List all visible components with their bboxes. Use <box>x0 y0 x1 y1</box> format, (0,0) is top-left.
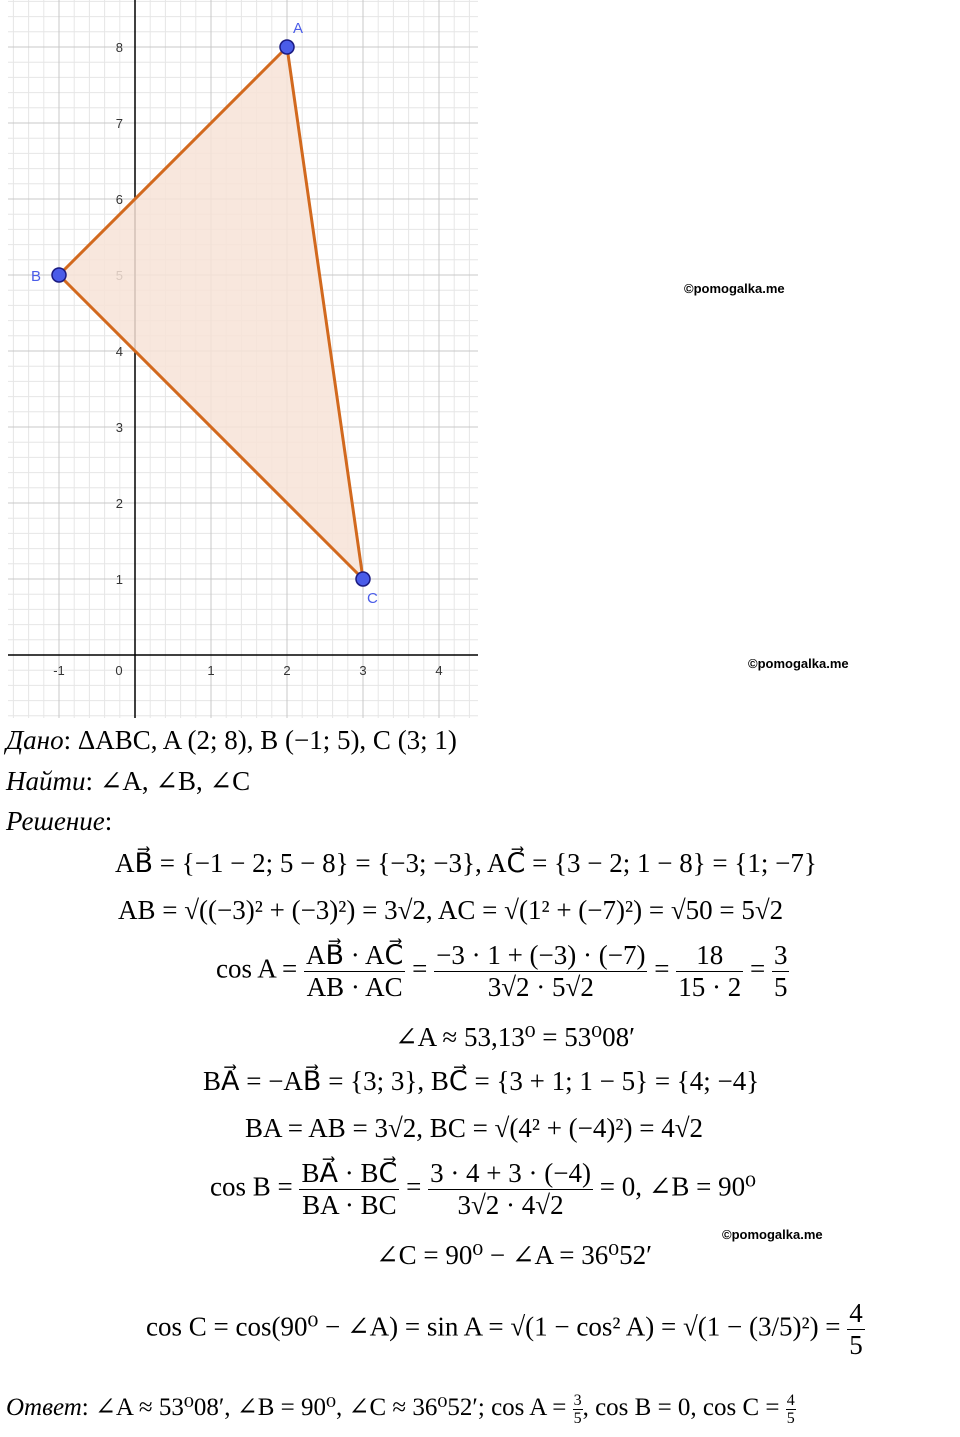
y-tick-label: 4 <box>115 344 123 359</box>
cos-a-fraction-4 <box>772 940 790 1003</box>
cos-a-line: cos A = $\frac{AB⃗ \cdot AC⃗}{AB \cdot AC}$ = $\frac{-3 \cdot 1 + (-3) \cdot (-7)}{3√2 \cdot 5√2}$ = $\frac{18}{15 \cdot 2}$ = $\frac{3}{5}$ <box>216 940 788 1002</box>
answer-text-2: , cos B = 0, cos C = <box>582 1394 780 1422</box>
x-tick-label: 4 <box>435 663 443 678</box>
find-line <box>6 766 250 797</box>
denominator: AB · AC <box>306 972 403 1002</box>
cos-b-fraction-1 <box>299 1158 399 1221</box>
y-tick-label: 1 <box>115 572 123 587</box>
x-tick-label: 0 <box>115 663 123 678</box>
vector-ba-bc-line: BA⃗ = −AB⃗ = {3; 3}, BC⃗ = {3 + 1; 1 − 5} = {4; −4} <box>203 1066 760 1096</box>
denominator: 5 <box>849 1330 863 1360</box>
cos-c-expression: cos C = cos(90⁰ − ∠A) = sin A = √(1 − cos² A) = √(1 − (3/5)²) = <box>146 1311 841 1342</box>
solution-label: Решение <box>6 806 105 836</box>
y-tick-label: 8 <box>115 40 123 55</box>
length-ab-ac-line: AB = √((−3)² + (−3)²) = 3√2, AC = √(1² + (−7)²) = √50 = 5√2 <box>118 895 784 925</box>
given-label: Дано <box>6 725 64 755</box>
watermark: ©pomogalka.me <box>684 281 785 296</box>
numerator: 3 · 4 + 3 · (−4) <box>430 1158 591 1188</box>
numerator: BA⃗ · BC⃗ <box>301 1158 398 1188</box>
cos-c-line <box>146 1298 865 1361</box>
x-tick-label: 1 <box>207 663 215 678</box>
cos-a-fraction-2 <box>434 940 647 1003</box>
y-tick-label: 6 <box>115 192 123 207</box>
y-tick-label: 2 <box>115 496 123 511</box>
watermark: ©pomogalka.me <box>748 656 849 671</box>
numerator: AB⃗ · AC⃗ <box>306 940 404 970</box>
vertex-point-c <box>356 572 370 586</box>
cos-b-label: cos B = <box>210 1171 293 1202</box>
cos-a-label: cos A = <box>216 953 298 984</box>
numerator: 18 <box>676 940 743 972</box>
numerator: 4 <box>849 1298 863 1328</box>
solution-colon: : <box>104 806 113 836</box>
x-tick-label: -1 <box>53 663 65 678</box>
x-tick-label: 2 <box>283 663 291 678</box>
numerator: 4 <box>786 1392 795 1409</box>
cos-a-fraction-3 <box>676 940 743 1003</box>
cos-b-fraction-2 <box>428 1158 593 1221</box>
given-text: : ΔABC, A (2; 8), B (−1; 5), C (3; 1) <box>63 725 457 755</box>
watermark: ©pomogalka.me <box>722 1227 823 1242</box>
denominator: 3√2 · 4√2 <box>457 1190 564 1220</box>
answer-line <box>6 1392 796 1427</box>
vertex-label-a: A <box>293 20 304 37</box>
vertex-point-a <box>280 40 294 54</box>
answer-fraction-2 <box>786 1392 796 1427</box>
x-tick-label: 3 <box>359 663 367 678</box>
denominator: 15 · 2 <box>678 972 742 1002</box>
denominator: 5 <box>773 972 788 1002</box>
vector-ab-ac-line: AB⃗ = {−1 − 2; 5 − 8} = {−3; −3}, AC⃗ = {3 − 2; 1 − 8} = {1; −7} <box>115 848 817 878</box>
y-tick-label: 7 <box>115 116 123 131</box>
cos-c-fraction <box>847 1298 865 1361</box>
answer-label: Ответ <box>6 1394 82 1422</box>
cos-a-fraction-1 <box>304 940 405 1003</box>
cos-b-line: cos B = $\frac{BA⃗ \cdot BC⃗}{BA \cdot BC}$ = $\frac{3 \cdot 4 + 3 \cdot (-4)}{3√2 \cdot 4√2}$ = 0, ∠B = 90⁰ <box>210 1158 756 1220</box>
denominator: 3√2 · 5√2 <box>487 972 594 1002</box>
find-text: : ∠A, ∠B, ∠C <box>85 766 251 796</box>
angle-a-line: ∠A ≈ 53,13⁰ = 53⁰08′ <box>395 1022 635 1052</box>
angle-c-line: ∠C = 90⁰ − ∠A = 36⁰52′ <box>376 1240 652 1270</box>
length-ba-bc-line: BA = AB = 3√2, BC = √(4² + (−4)²) = 4√2 <box>245 1113 704 1143</box>
vertex-label-c: C <box>367 590 378 607</box>
coordinate-graph <box>0 0 480 718</box>
answer-fraction-1 <box>573 1392 583 1427</box>
denominator: 5 <box>573 1410 582 1427</box>
denominator: 5 <box>786 1410 795 1427</box>
denominator: BA · BC <box>302 1190 397 1220</box>
numerator: 3 <box>573 1392 582 1409</box>
vertex-point-b <box>52 268 66 282</box>
numerator: −3 · 1 + (−3) · (−7) <box>436 940 646 970</box>
vertex-label-b: B <box>31 268 42 285</box>
given-line <box>6 725 457 756</box>
numerator: 3 <box>773 940 788 970</box>
solution-line <box>6 806 112 837</box>
y-tick-label: 3 <box>115 420 123 435</box>
answer-text-1: : ∠A ≈ 53⁰08′, ∠B = 90⁰, ∠C ≈ 36⁰52′; cos A = <box>81 1394 567 1422</box>
find-label: Найти <box>6 766 86 796</box>
cos-b-result: = 0, ∠B = 90⁰ <box>599 1171 756 1202</box>
